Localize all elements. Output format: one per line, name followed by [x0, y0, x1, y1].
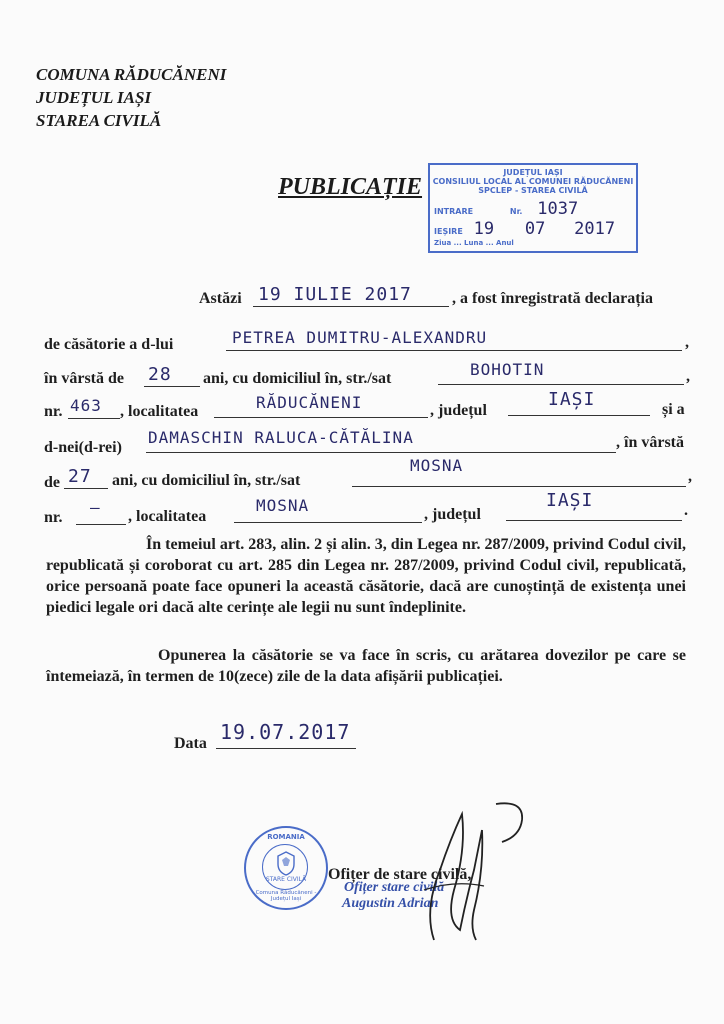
- domicile-text-1: ani, cu domiciliul în, str./sat: [203, 370, 392, 387]
- localitatea-label-2: , localitatea: [128, 508, 207, 525]
- stamp-date-day: 19: [473, 219, 495, 239]
- nr-label-1: nr.: [44, 403, 63, 420]
- astazi-label: Astăzi: [199, 290, 242, 307]
- bride-nr-fill: [76, 502, 126, 525]
- coat-of-arms-icon: [274, 850, 298, 876]
- judetul-label-2: , județul: [424, 506, 481, 523]
- bride-name: DAMASCHIN RALUCA-CĂTĂLINA: [148, 428, 414, 447]
- bride-county-fill: [506, 498, 682, 521]
- domicile-text-2: ani, cu domiciliul în, str./sat: [112, 472, 301, 489]
- stamp-intrare: INTRARE: [434, 207, 474, 216]
- de-label: de: [44, 474, 60, 491]
- bride-county: IAȘI: [546, 490, 594, 511]
- comma-2: ,: [686, 368, 690, 385]
- judetul-label-1: , județul: [430, 402, 487, 419]
- seal-top-text: ROMANIA: [267, 833, 305, 841]
- groom-name: PETREA DUMITRU-ALEXANDRU: [232, 328, 488, 347]
- groom-locality: RĂDUCĂNENI: [256, 393, 363, 412]
- stamp-date-year: 2017: [574, 219, 616, 239]
- officer-stamp-line-2: Augustin Adrian: [342, 896, 439, 911]
- bride-street-fill: [352, 464, 686, 487]
- paragraph-opposition: Opunerea la căsătorie se va face în scris, cu arătarea dovezilor pe care se întemeiază, în termen de 10(zece) zile de la data afișării publicației.: [46, 647, 686, 685]
- stamp-date-month: 07: [524, 219, 546, 239]
- seal-center-text: STARE CIVILĂ: [265, 876, 307, 883]
- casatorie-label: de căsătorie a d-lui: [44, 336, 174, 353]
- astazi-value: 19 IULIE 2017: [258, 284, 412, 305]
- header-county: JUDEȚUL IAȘI: [36, 88, 152, 107]
- registration-stamp: [428, 163, 638, 253]
- age-label-2: , în vârstă: [616, 434, 684, 451]
- date-label: Data: [174, 735, 207, 752]
- seal-side-text: Comuna Răducăneni - Județul Iași: [255, 890, 317, 902]
- header-commune: COMUNA RĂDUCĂNENI: [36, 65, 227, 84]
- signature-icon: [404, 790, 544, 950]
- bride-street: MOSNA: [410, 456, 464, 475]
- officer-stamp-line-1: Ofițer stare civilă: [344, 880, 445, 895]
- groom-age: 28: [148, 364, 172, 385]
- registered-text: , a fost înregistrată declarația: [452, 290, 653, 307]
- bride-age: 27: [68, 466, 92, 487]
- stamp-line-2: CONSILIUL LOCAL AL COMUNEI RĂDUCĂNENI: [432, 177, 634, 186]
- si-a: și a: [662, 401, 685, 418]
- stamp-nr-label: Nr.: [509, 207, 523, 216]
- bride-label: d-nei(d-rei): [44, 439, 122, 456]
- bride-locality: MOSNA: [256, 496, 310, 515]
- comma-3: ,: [688, 468, 692, 485]
- groom-street: BOHOTIN: [470, 360, 545, 379]
- paragraph-legal-basis: În temeiul art. 283, alin. 2 și alin. 3, din Legea nr. 287/2009, privind Codul civil, republicată și coroborat cu art. 285 din Legea nr. 287/2009, privind Codul civil, republicată, orice persoană poate face opuneri la această căsătorie, dacă are cunoștință de existența unei piedici legale ori dacă alte cerințe ale legii nu sunt îndeplinite.: [46, 536, 686, 616]
- document-header: [36, 63, 226, 132]
- nr-label-2: nr.: [44, 509, 63, 526]
- age-label-1: în vârstă de: [44, 370, 124, 387]
- end-dot: .: [684, 502, 688, 519]
- header-department: STAREA CIVILĂ: [36, 111, 162, 130]
- groom-nr: 463: [70, 396, 102, 415]
- date-value: 19.07.2017: [220, 720, 351, 744]
- stamp-line-3: SPCLEP - STAREA CIVILĂ: [478, 186, 588, 195]
- stamp-footer: Ziua ... Luna ... Anul: [434, 239, 514, 247]
- stamp-nr-value: 1037: [537, 199, 579, 219]
- stamp-line-1: JUDEȚUL IAȘI: [503, 168, 563, 177]
- official-seal: [244, 826, 328, 910]
- comma-1: ,: [685, 334, 689, 351]
- localitatea-label-1: , localitatea: [120, 403, 199, 420]
- bride-nr: —: [90, 498, 101, 517]
- groom-county: IAȘI: [548, 389, 596, 410]
- document-title: PUBLICAȚIE: [278, 174, 423, 200]
- stamp-iesire: IEȘIRE: [434, 227, 463, 236]
- officer-label: Ofițer de stare civilă,: [328, 866, 472, 883]
